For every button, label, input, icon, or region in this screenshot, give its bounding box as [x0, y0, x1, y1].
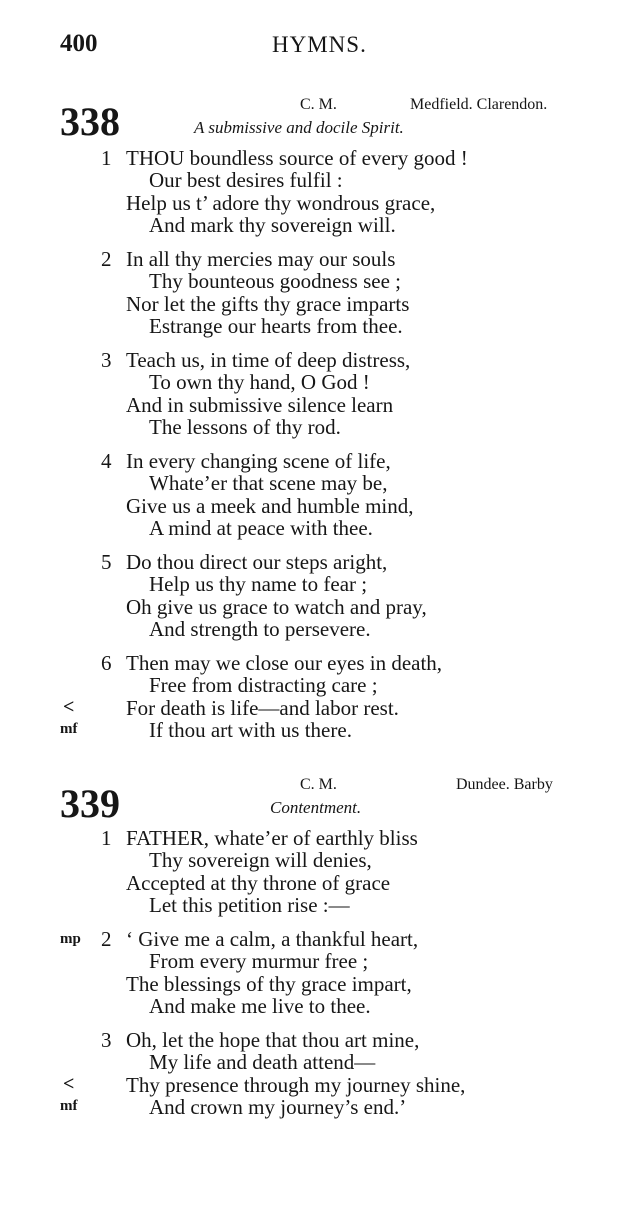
- verse-line: Let this petition rise :—: [149, 893, 350, 917]
- verse-line: Thy bounteous goodness see ;: [149, 269, 401, 293]
- stanza-number: 1: [101, 826, 112, 850]
- verse-line: Estrange our hearts from thee.: [149, 314, 403, 338]
- verse-line: And make me live to thee.: [149, 994, 371, 1018]
- verse-line: A mind at peace with thee.: [149, 516, 373, 540]
- verse-line: From every murmur free ;: [149, 949, 369, 973]
- stanza-number: 5: [101, 550, 112, 574]
- verse-line: Oh, let the hope that thou art mine,: [126, 1028, 420, 1052]
- verse-line: Thy presence through my journey shine,: [126, 1073, 466, 1097]
- meter: C. M.: [300, 776, 337, 793]
- verse-line: And strength to persevere.: [149, 617, 371, 641]
- dynamic-mark: mf: [60, 1098, 78, 1114]
- verse-line: FATHER, whate’er of earthly bliss: [126, 826, 418, 850]
- running-head: [0, 30, 640, 64]
- verse-line: Help us thy name to fear ;: [149, 572, 368, 596]
- stanza-number: 2: [101, 927, 112, 951]
- verse-line: In every changing scene of life,: [126, 449, 391, 473]
- verse-line: And in submissive silence learn: [126, 393, 394, 417]
- stanza-number: 1: [101, 146, 112, 170]
- hymn-subtitle: Contentment.: [270, 798, 362, 817]
- verse-line: Free from distracting care ;: [149, 673, 378, 697]
- verse-line: Do thou direct our steps aright,: [126, 550, 388, 574]
- verse-line: My life and death attend—: [149, 1050, 376, 1074]
- verse-line: Thy sovereign will denies,: [149, 848, 372, 872]
- verse-line: Teach us, in time of deep distress,: [126, 348, 411, 372]
- verse-line: And mark thy sovereign will.: [149, 213, 396, 237]
- tune-names: Dundee. Barby: [456, 776, 553, 793]
- hymn-number: 339: [60, 781, 120, 826]
- stanza-number: 4: [101, 449, 112, 473]
- meter: C. M.: [300, 96, 337, 113]
- page-number: 400: [60, 30, 98, 57]
- verse-line: For death is life—and labor rest.: [126, 696, 399, 720]
- stanza-number: 3: [101, 1028, 112, 1052]
- verse-line: If thou art with us there.: [149, 718, 352, 742]
- stanza-number: 2: [101, 247, 112, 271]
- verse-line: Give us a meek and humble mind,: [126, 494, 414, 518]
- verse-line: To own thy hand, O God !: [149, 370, 370, 394]
- verse-line: Help us t’ adore thy wondrous grace,: [126, 191, 436, 215]
- verse-line: The lessons of thy rod.: [149, 415, 341, 439]
- verse-line: And crown my journey’s end.’: [149, 1095, 407, 1119]
- crescendo-mark: <: [63, 1073, 75, 1095]
- verse-line: In all thy mercies may our souls: [126, 247, 396, 271]
- dynamic-mark: mp: [60, 931, 81, 947]
- hymn-subtitle: A submissive and docile Spirit.: [194, 118, 404, 137]
- verse-line: Accepted at thy throne of grace: [126, 871, 391, 895]
- stanza-number: 3: [101, 348, 112, 372]
- verse-line: Then may we close our eyes in death,: [126, 651, 443, 675]
- verse-line: Whate’er that scene may be,: [149, 471, 388, 495]
- verse-line: THOU boundless source of every good !: [126, 146, 468, 170]
- stanza-number: 6: [101, 651, 112, 675]
- verse-line: ‘ Give me a calm, a thankful heart,: [126, 927, 419, 951]
- running-title: HYMNS.: [272, 32, 367, 57]
- hymn-number: 338: [60, 99, 120, 144]
- verse-line: Oh give us grace to watch and pray,: [126, 595, 427, 619]
- verse-line: Nor let the gifts thy grace imparts: [126, 292, 410, 316]
- crescendo-mark: <: [63, 696, 75, 718]
- verse-line: Our best desires fulfil :: [149, 168, 343, 192]
- dynamic-mark: mf: [60, 721, 78, 737]
- tune-names: Medfield. Clarendon.: [410, 96, 548, 113]
- verse-line: The blessings of thy grace impart,: [126, 972, 412, 996]
